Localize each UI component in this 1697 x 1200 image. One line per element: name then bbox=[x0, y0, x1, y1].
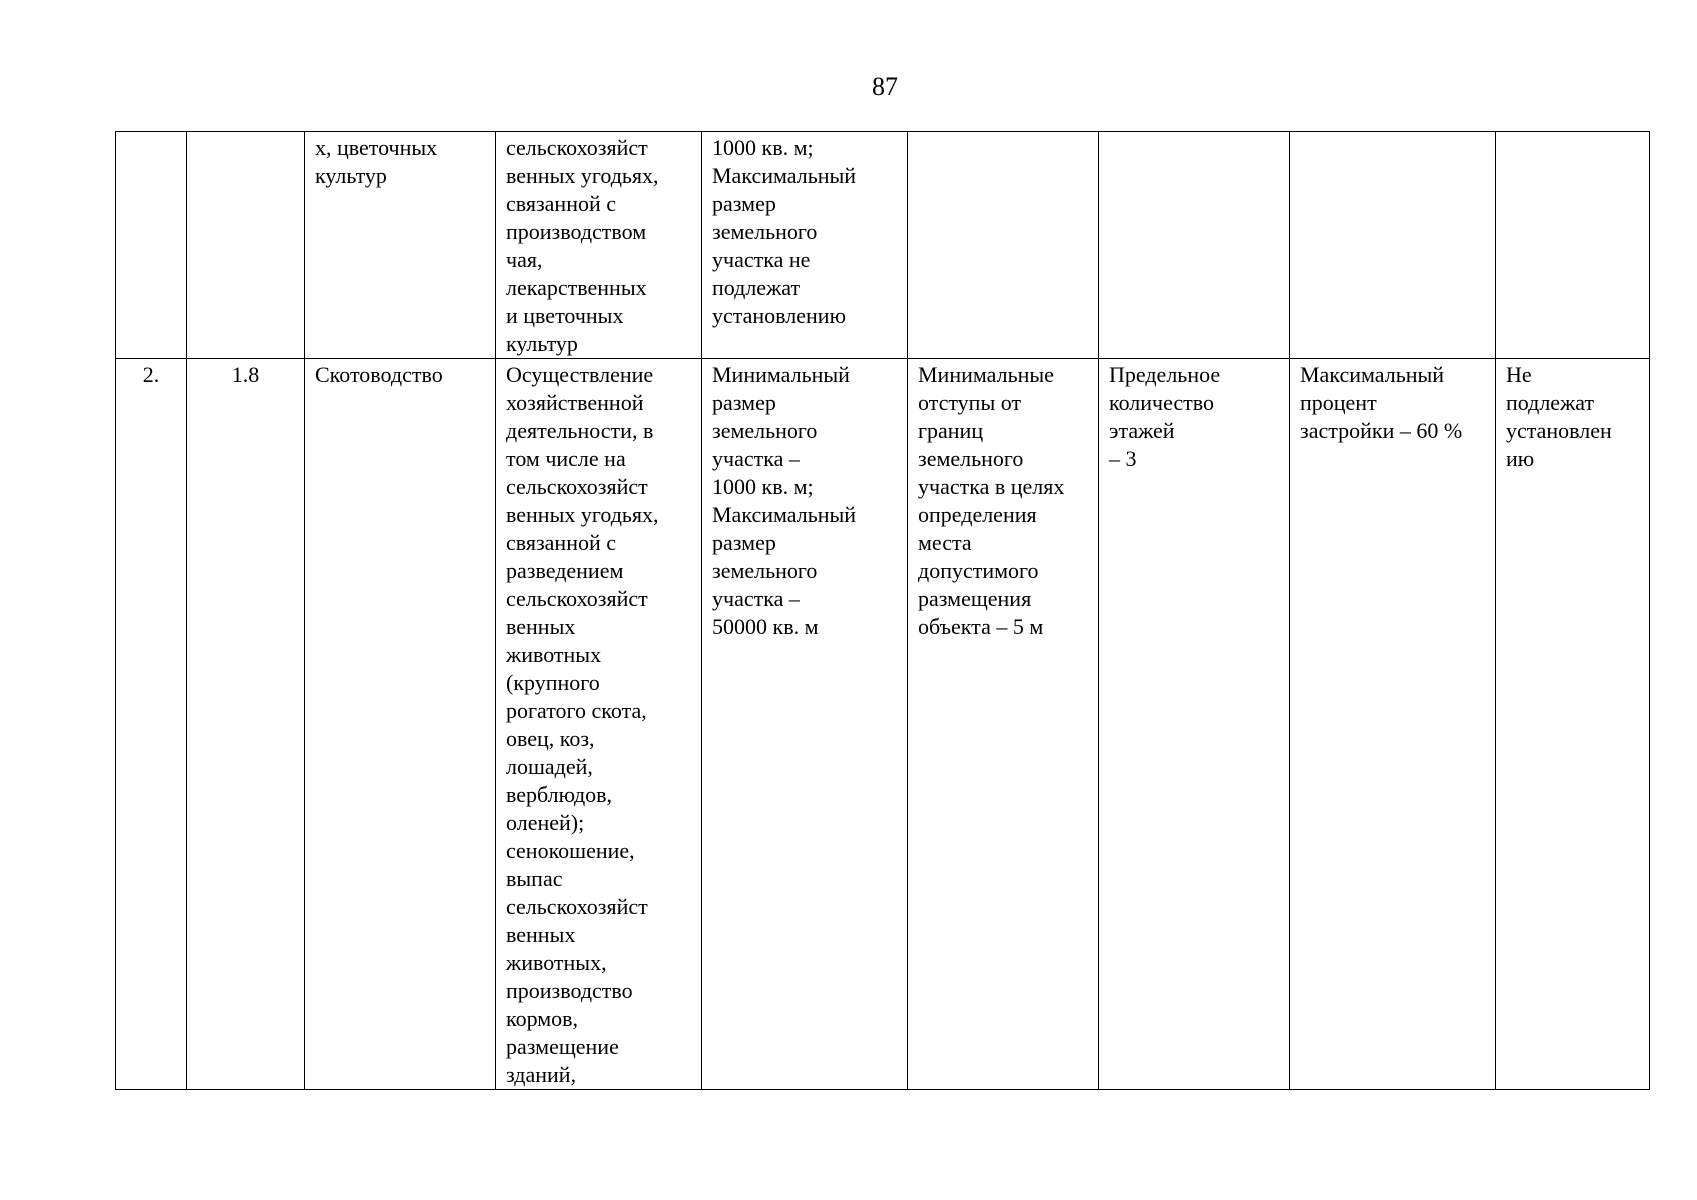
cell-line: подлежат bbox=[712, 275, 801, 300]
cell-use-name bbox=[305, 132, 496, 359]
cell-setbacks bbox=[908, 359, 1099, 1090]
cell-setbacks bbox=[908, 132, 1099, 359]
cell-line: ию bbox=[1506, 446, 1535, 471]
cell-line: рогатого скота, bbox=[506, 698, 647, 723]
cell-line: количество bbox=[1109, 390, 1215, 415]
cell-line: земельного bbox=[918, 446, 1024, 471]
cell-number: 2. bbox=[116, 359, 187, 1090]
cell-line: участка в целях bbox=[918, 474, 1065, 499]
cell-description bbox=[496, 132, 702, 359]
cell-line: сельскохозяйст bbox=[506, 135, 648, 160]
cell-line: венных bbox=[506, 614, 576, 639]
cell-line: культур bbox=[506, 331, 578, 356]
cell-line: отступы от bbox=[918, 390, 1022, 415]
cell-line: Минимальный bbox=[712, 362, 850, 387]
cell-line: и цветочных bbox=[506, 303, 624, 328]
cell-line: овец, коз, bbox=[506, 726, 595, 751]
cell-other bbox=[1496, 359, 1650, 1090]
cell-line: сельскохозяйст bbox=[506, 474, 648, 499]
cell-description bbox=[496, 359, 702, 1090]
cell-line: застройки – 60 % bbox=[1300, 418, 1463, 443]
cell-line: том числе на bbox=[506, 446, 626, 471]
cell-line: размещения bbox=[918, 586, 1032, 611]
cell-line: 50000 кв. м bbox=[712, 614, 819, 639]
cell-line: границ bbox=[918, 418, 984, 443]
cell-plot-size bbox=[702, 132, 908, 359]
cell-line: Скотоводство bbox=[315, 362, 443, 387]
cell-line: размещение bbox=[506, 1034, 619, 1059]
cell-line: животных, bbox=[506, 950, 607, 975]
cell-number bbox=[116, 132, 187, 359]
cell-line: места bbox=[918, 530, 972, 555]
cell-line: верблюдов, bbox=[506, 782, 613, 807]
cell-code bbox=[187, 132, 305, 359]
table-row bbox=[116, 359, 1650, 1090]
cell-line: земельного bbox=[712, 558, 818, 583]
cell-line: подлежат bbox=[1506, 390, 1595, 415]
cell-line: участка – bbox=[712, 586, 800, 611]
cell-line: Осуществление bbox=[506, 362, 654, 387]
cell-line: Максимальный bbox=[712, 163, 857, 188]
cell-floors bbox=[1099, 132, 1290, 359]
cell-line: хозяйственной bbox=[506, 390, 644, 415]
cell-plot-size bbox=[702, 359, 908, 1090]
cell-line: определения bbox=[918, 502, 1037, 527]
cell-line: процент bbox=[1300, 390, 1377, 415]
cell-line: Максимальный bbox=[1300, 362, 1445, 387]
cell-line: сельскохозяйст bbox=[506, 586, 648, 611]
cell-line: связанной с bbox=[506, 530, 617, 555]
cell-line: связанной с bbox=[506, 191, 617, 216]
cell-line: культур bbox=[315, 163, 387, 188]
table-row bbox=[116, 132, 1650, 359]
cell-line: производство bbox=[506, 978, 633, 1003]
cell-line: лошадей, bbox=[506, 754, 593, 779]
cell-line: участка – bbox=[712, 446, 800, 471]
cell-line: оленей); bbox=[506, 810, 585, 835]
cell-line: Минимальные bbox=[918, 362, 1054, 387]
cell-coverage bbox=[1290, 132, 1496, 359]
cell-line: земельного bbox=[712, 418, 818, 443]
cell-line: установлен bbox=[1506, 418, 1612, 443]
cell-line: разведением bbox=[506, 558, 624, 583]
cell-line: размер bbox=[712, 191, 776, 216]
page-number: 87 bbox=[872, 72, 898, 101]
cell-line: лекарственных bbox=[506, 275, 647, 300]
cell-line: – 3 bbox=[1109, 446, 1137, 471]
cell-line: сельскохозяйст bbox=[506, 894, 648, 919]
cell-line: кормов, bbox=[506, 1006, 579, 1031]
cell-line: (крупного bbox=[506, 670, 600, 695]
cell-line: деятельности, в bbox=[506, 418, 654, 443]
cell-line: этажей bbox=[1109, 418, 1175, 443]
cell-line: размер bbox=[712, 390, 776, 415]
cell-line: участка не bbox=[712, 247, 811, 272]
cell-code: 1.8 bbox=[187, 359, 305, 1090]
cell-other bbox=[1496, 132, 1650, 359]
cell-coverage bbox=[1290, 359, 1496, 1090]
cell-line: Предельное bbox=[1109, 362, 1221, 387]
cell-line: венных угодьях, bbox=[506, 502, 659, 527]
regulations-table bbox=[115, 131, 1650, 1090]
cell-line: размер bbox=[712, 530, 776, 555]
cell-line: зданий, bbox=[506, 1062, 577, 1087]
cell-line: чая, bbox=[506, 247, 543, 272]
cell-line: 1000 кв. м; bbox=[712, 135, 814, 160]
cell-line: земельного bbox=[712, 219, 818, 244]
cell-line: сенокошение, bbox=[506, 838, 635, 863]
cell-line: выпас bbox=[506, 866, 563, 891]
cell-line: 1000 кв. м; bbox=[712, 474, 814, 499]
cell-line: венных bbox=[506, 922, 576, 947]
cell-line: животных bbox=[506, 642, 602, 667]
cell-line: производством bbox=[506, 219, 647, 244]
cell-line: допустимого bbox=[918, 558, 1039, 583]
cell-floors bbox=[1099, 359, 1290, 1090]
cell-line: установлению bbox=[712, 303, 847, 328]
cell-line: Максимальный bbox=[712, 502, 857, 527]
cell-use-name bbox=[305, 359, 496, 1090]
cell-line: х, цветочных bbox=[315, 135, 438, 160]
cell-line: венных угодьях, bbox=[506, 163, 659, 188]
cell-line: Не bbox=[1506, 362, 1532, 387]
cell-line: объекта – 5 м bbox=[918, 614, 1044, 639]
